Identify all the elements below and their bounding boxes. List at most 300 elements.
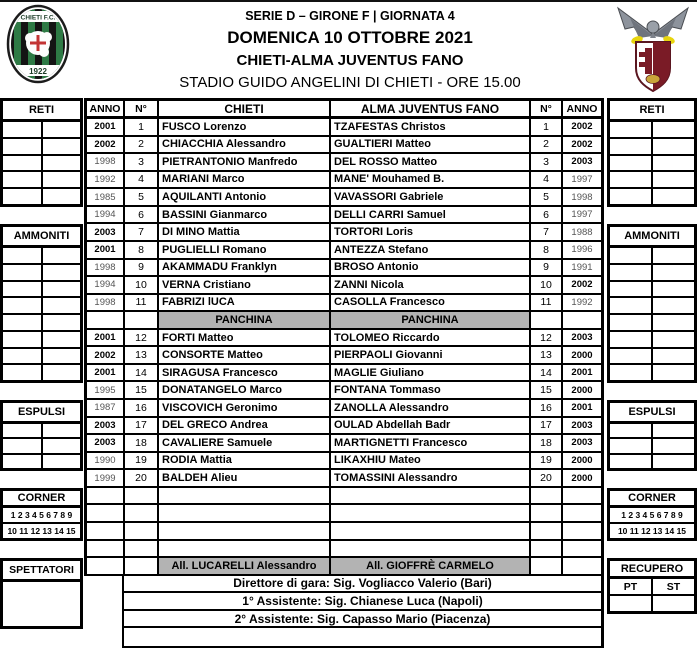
score-cell-row [3, 349, 80, 366]
pt-value-cell [610, 596, 653, 611]
empty-score-cell [653, 315, 694, 330]
empty-score-cell [610, 315, 653, 330]
empty-score-cell [610, 282, 653, 297]
score-cell-row [610, 282, 694, 299]
svg-text:1922: 1922 [29, 67, 47, 76]
empty-score-cell [610, 439, 653, 452]
recupero-label: RECUPERO [610, 561, 694, 579]
empty-score-cell [653, 156, 694, 171]
away-num-cell: 9 [531, 260, 563, 276]
empty-score-cell [653, 439, 694, 452]
home-player-cell: DONATANGELO Marco [159, 382, 331, 398]
empty-cell [331, 505, 531, 521]
away-player-cell: MANE' Mouhamed B. [331, 172, 531, 188]
empty-score-cell [610, 139, 653, 154]
empty-score-cell [610, 172, 653, 187]
home-player-cell: DEL GRECO Andrea [159, 418, 331, 434]
spettatori-block [0, 558, 83, 629]
left-corner-label: CORNER [3, 491, 80, 508]
home-anno-cell: 1998 [87, 260, 125, 276]
home-player-cell: VISCOVICH Geronimo [159, 400, 331, 416]
player-row [84, 418, 604, 436]
stadium-line: STADIO GUIDO ANGELINI DI CHIETI - ORE 15.00 [179, 74, 521, 91]
right-corner-label: CORNER [610, 491, 694, 508]
away-player-cell: DELLI CARRI Samuel [331, 207, 531, 223]
home-player-cell: PIETRANTONIO Manfredo [159, 154, 331, 170]
away-anno-cell: 2003 [571, 437, 593, 449]
away-num-cell: 5 [531, 189, 563, 205]
empty-score-cell [610, 122, 653, 137]
away-player-cell: CASOLLA Francesco [331, 295, 531, 311]
home-num-cell: 1 [125, 119, 159, 135]
away-player-cell: TOLOMEO Riccardo [331, 330, 531, 346]
home-anno-cell: 1987 [87, 400, 125, 416]
score-cell-row [3, 248, 80, 265]
home-num-cell: 5 [125, 189, 159, 205]
empty-score-cell [3, 332, 43, 347]
empty-score-cell [653, 122, 694, 137]
home-player-cell: SIRAGUSA Francesco [159, 365, 331, 381]
recupero-value-row [610, 596, 694, 611]
empty-cell [531, 523, 563, 539]
away-num-cell: 12 [531, 330, 563, 346]
home-anno-cell: 1999 [87, 470, 125, 486]
empty-score-cell [43, 282, 81, 297]
top-border-line [0, 0, 697, 2]
player-row [84, 347, 604, 365]
away-num-cell: 8 [531, 242, 563, 258]
st-value-cell [653, 596, 694, 611]
away-num-cell: 3 [531, 154, 563, 170]
empty-cell [331, 488, 531, 504]
empty-score-cell [3, 455, 43, 468]
svg-text:CHIETI F.C.: CHIETI F.C. [20, 14, 56, 22]
home-anno-cell: 2002 [87, 137, 125, 153]
home-player-cell: FUSCO Lorenzo [159, 119, 331, 135]
empty-score-cell [653, 332, 694, 347]
home-player-cell: RODIA Mattia [159, 453, 331, 469]
left-ammoniti-block [0, 224, 83, 383]
home-anno-cell: 2001 [87, 242, 125, 258]
score-cell-row [610, 189, 694, 204]
away-anno-cell: 2001 [571, 402, 593, 414]
empty-cell [87, 488, 125, 504]
player-row [84, 365, 604, 383]
referee-row-text: Direttore di gara: Sig. Vogliacco Valerio (Bari) [122, 576, 604, 594]
home-num-cell: 20 [125, 470, 159, 486]
empty-cell [87, 505, 125, 521]
empty-score-cell [3, 424, 43, 437]
spettatori-box [3, 582, 80, 626]
away-anno-cell: 2002 [571, 121, 593, 133]
empty-row [84, 505, 604, 523]
home-player-cell: CAVALIERE Samuele [159, 435, 331, 451]
score-cell-row [3, 424, 80, 439]
score-cell-row [3, 455, 80, 468]
empty-score-cell [43, 332, 81, 347]
left-espulsi-label: ESPULSI [3, 403, 80, 424]
empty-score-cell [43, 424, 81, 437]
home-anno-cell: 1992 [87, 172, 125, 188]
spettatori-label: SPETTATORI [3, 561, 80, 582]
empty-score-cell [3, 282, 43, 297]
away-anno-cell [563, 312, 601, 328]
home-anno-cell: 2001 [87, 119, 125, 135]
home-num-cell: 9 [125, 260, 159, 276]
score-cell-row [3, 189, 80, 204]
home-player-cell: BALDEH Alieu [159, 470, 331, 486]
home-num-cell: 13 [125, 347, 159, 363]
score-cell-row [3, 172, 80, 189]
away-anno-cell: 1997 [571, 209, 593, 221]
anno-header: ANNO [566, 102, 598, 115]
empty-score-cell [653, 248, 694, 263]
empty-cell [563, 541, 601, 557]
player-row [84, 470, 604, 488]
home-anno-cell: 1994 [87, 207, 125, 223]
right-corner-block [607, 488, 697, 541]
score-cell-row [3, 282, 80, 299]
score-cell-row [3, 298, 80, 315]
num-header: N° [531, 101, 563, 116]
empty-cell [159, 523, 331, 539]
empty-score-cell [43, 172, 81, 187]
away-player-cell: OULAD Abdellah Badr [331, 418, 531, 434]
assistant2-row [84, 611, 604, 629]
chieti-logo [6, 4, 70, 84]
score-cell-row [610, 315, 694, 332]
home-player-cell: CHIACCHIA Alessandro [159, 137, 331, 153]
right-espulsi-cells [610, 424, 694, 468]
score-cell-row [610, 332, 694, 349]
empty-cell [87, 541, 125, 557]
away-player-cell: GUALTIERI Matteo [331, 137, 531, 153]
away-player-cell: TOMASSINI Alessandro [331, 470, 531, 486]
away-num-cell: 18 [531, 435, 563, 451]
away-num-cell: 4 [531, 172, 563, 188]
home-num-cell [125, 312, 159, 328]
score-cell-row [610, 365, 694, 380]
empty-cell [125, 505, 159, 521]
away-player-cell: MAGLIE Giuliano [331, 365, 531, 381]
away-player-cell: TZAFESTAS Christos [331, 119, 531, 135]
home-player-cell: FORTI Matteo [159, 330, 331, 346]
player-row [84, 189, 604, 207]
empty-score-cell [610, 298, 653, 313]
empty-score-cell [3, 139, 43, 154]
right-espulsi-block [607, 400, 697, 471]
player-row [84, 330, 604, 348]
empty-score-cell [3, 172, 43, 187]
anno-header: ANNO [87, 101, 125, 116]
left-reti-cells [3, 122, 80, 204]
away-num-cell: 6 [531, 207, 563, 223]
player-row [84, 260, 604, 278]
home-num-cell: 16 [125, 400, 159, 416]
home-num-cell: 8 [125, 242, 159, 258]
player-row [84, 435, 604, 453]
empty-cell [159, 488, 331, 504]
home-player-cell: PUGLIELLI Romano [159, 242, 331, 258]
home-anno-cell: 2003 [87, 435, 125, 451]
empty-score-cell [610, 332, 653, 347]
empty-cell [531, 541, 563, 557]
empty-score-cell [3, 122, 43, 137]
empty-score-cell [610, 424, 653, 437]
score-cell-row [3, 265, 80, 282]
empty-score-cell [610, 265, 653, 280]
home-panchina-label: PANCHINA [159, 312, 331, 328]
right-corner-tally-2: 10 11 12 13 14 15 [617, 526, 687, 536]
empty-cell [125, 523, 159, 539]
empty-cell [159, 541, 331, 557]
assistant1-row [84, 593, 604, 611]
left-espulsi-block [0, 400, 83, 471]
home-player-cell: CONSORTE Matteo [159, 347, 331, 363]
away-player-cell: FONTANA Tommaso [331, 382, 531, 398]
away-player-cell: MARTIGNETTI Francesco [331, 435, 531, 451]
empty-score-cell [3, 189, 43, 204]
score-cell-row [3, 365, 80, 380]
empty-cell [125, 488, 159, 504]
away-player-cell: ZANNI Nicola [331, 277, 531, 293]
left-reti-label: RETI [3, 101, 80, 122]
home-num-cell: 19 [125, 453, 159, 469]
bottom-empty-row [84, 628, 604, 648]
home-player-cell: DI MINO Mattia [159, 224, 331, 240]
empty-score-cell [3, 156, 43, 171]
home-anno-cell [87, 312, 125, 328]
empty-score-cell [3, 265, 43, 280]
home-num-cell: 18 [125, 435, 159, 451]
left-espulsi-cells [3, 424, 80, 468]
score-cell-row [3, 439, 80, 454]
away-num-cell: 16 [531, 400, 563, 416]
away-player-cell: TORTORI Loris [331, 224, 531, 240]
player-row [84, 295, 604, 313]
score-cell-row [610, 455, 694, 468]
recupero-header-row [610, 579, 694, 596]
home-player-cell: MARIANI Marco [159, 172, 331, 188]
away-anno-cell: 2002 [571, 138, 593, 150]
home-coach-cell: All. LUCARELLI Alessandro [159, 558, 331, 574]
empty-score-cell [43, 315, 81, 330]
player-row [84, 224, 604, 242]
empty-row [84, 541, 604, 559]
empty-cell [159, 505, 331, 521]
left-corner-block [0, 488, 83, 541]
empty-score-cell [653, 139, 694, 154]
home-player-cell: AQUILANTI Antonio [159, 189, 331, 205]
away-anno-cell: 2003 [571, 156, 593, 168]
right-espulsi-label: ESPULSI [610, 403, 694, 424]
assistant1-row-text: 1° Assistente: Sig. Chianese Luca (Napoli) [122, 593, 604, 611]
player-row [84, 400, 604, 418]
away-num-cell: 10 [531, 277, 563, 293]
home-num-cell: 15 [125, 382, 159, 398]
right-corner-tally-1: 1 2 3 4 5 6 7 8 9 [610, 508, 694, 524]
home-player-cell: VERNA Cristiano [159, 277, 331, 293]
home-anno-cell: 1998 [87, 154, 125, 170]
away-player-cell: PIERPAOLI Giovanni [331, 347, 531, 363]
away-num-cell: 13 [531, 347, 563, 363]
home-anno-cell: 2002 [87, 347, 125, 363]
home-player-cell: AKAMMADU Franklyn [159, 260, 331, 276]
away-anno-cell: 1988 [571, 226, 593, 238]
left-corner-tally-2: 10 11 12 13 14 15 [7, 526, 76, 536]
right-ammoniti-cells [610, 248, 694, 380]
away-anno-cell: 2000 [571, 454, 593, 466]
away-num-cell [531, 558, 563, 574]
score-cell-row [3, 139, 80, 156]
coach-row [84, 558, 604, 576]
empty-cell [331, 541, 531, 557]
player-row [84, 137, 604, 155]
empty-score-cell [610, 455, 653, 468]
home-anno-cell [87, 558, 125, 574]
empty-row [84, 488, 604, 506]
away-num-cell: 7 [531, 224, 563, 240]
home-anno-cell: 2001 [87, 365, 125, 381]
left-corner-tally-1: 1 2 3 4 5 6 7 8 9 [3, 508, 80, 524]
empty-score-cell [43, 298, 81, 313]
away-anno-cell: 2000 [571, 384, 593, 396]
away-num-cell: 17 [531, 418, 563, 434]
empty-score-cell [43, 349, 81, 364]
home-num-cell [125, 558, 159, 574]
away-player-cell: ANTEZZA Stefano [331, 242, 531, 258]
score-cell-row [610, 156, 694, 173]
right-ammoniti-label: AMMONITI [610, 227, 694, 248]
empty-cell [563, 523, 601, 539]
empty-score-cell [43, 189, 81, 204]
away-anno-cell: 2003 [571, 332, 593, 344]
left-ammoniti-cells [3, 248, 80, 380]
away-anno-cell: 1996 [571, 244, 593, 256]
away-coach-cell: All. GIOFFRÈ CARMELO [331, 558, 531, 574]
empty-cell [531, 505, 563, 521]
home-num-cell: 14 [125, 365, 159, 381]
away-panchina-label: PANCHINA [331, 312, 531, 328]
table-header-row [84, 98, 604, 119]
fano-logo [612, 2, 694, 96]
player-row [84, 154, 604, 172]
home-anno-cell: 2001 [87, 330, 125, 346]
empty-score-cell [43, 455, 81, 468]
empty-score-cell [610, 365, 653, 380]
empty-row [84, 523, 604, 541]
empty-score-cell [653, 172, 694, 187]
score-cell-row [3, 315, 80, 332]
empty-score-cell [653, 455, 694, 468]
away-anno-cell: 2000 [571, 349, 593, 361]
away-anno-cell: 1991 [571, 261, 593, 273]
left-reti-block [0, 98, 83, 207]
away-anno-cell: 1997 [571, 173, 593, 185]
right-ammoniti-block [607, 224, 697, 383]
date-line: DOMENICA 10 OTTOBRE 2021 [227, 28, 473, 47]
chieti-crest-icon [6, 4, 70, 84]
empty-score-cell [653, 365, 694, 380]
lineups-table [84, 98, 604, 649]
away-num-cell [531, 312, 563, 328]
empty-score-cell [653, 298, 694, 313]
right-reti-block [607, 98, 697, 207]
home-num-cell: 4 [125, 172, 159, 188]
empty-score-cell [653, 424, 694, 437]
empty-score-cell [610, 156, 653, 171]
away-anno-cell: 2002 [571, 279, 593, 291]
fano-crest-icon [612, 2, 694, 96]
recupero-block [607, 558, 697, 614]
empty-score-cell [610, 349, 653, 364]
away-player-cell: VAVASSORI Gabriele [331, 189, 531, 205]
empty-cell [531, 488, 563, 504]
score-cell-row [610, 424, 694, 439]
score-cell-row [3, 332, 80, 349]
home-num-cell: 11 [125, 295, 159, 311]
player-row [84, 119, 604, 137]
home-player-cell: FABRIZI lUCA [159, 295, 331, 311]
away-player-cell: BROSO Antonio [331, 260, 531, 276]
home-num-cell: 17 [125, 418, 159, 434]
home-anno-cell: 1990 [87, 453, 125, 469]
empty-score-cell [653, 265, 694, 280]
away-num-cell: 14 [531, 365, 563, 381]
home-anno-cell: 1998 [87, 295, 125, 311]
player-row [84, 453, 604, 471]
home-num-cell: 2 [125, 137, 159, 153]
right-reti-label: RETI [610, 101, 694, 122]
player-row [84, 382, 604, 400]
home-anno-cell: 1985 [87, 189, 125, 205]
home-player-cell: BASSINI Gianmarco [159, 207, 331, 223]
away-anno-cell: 1998 [571, 191, 593, 203]
empty-score-cell [43, 439, 81, 452]
assistant2-row-text: 2° Assistente: Sig. Capasso Mario (Piacenza) [122, 611, 604, 629]
empty-cell [87, 523, 125, 539]
left-ammoniti-label: AMMONITI [3, 227, 80, 248]
player-row [84, 207, 604, 225]
player-row [84, 172, 604, 190]
right-reti-cells [610, 122, 694, 204]
empty-score-cell [43, 122, 81, 137]
away-num-cell: 2 [531, 137, 563, 153]
bottom-empty-cell [122, 628, 604, 648]
empty-cell [125, 541, 159, 557]
away-num-cell: 20 [531, 470, 563, 486]
away-player-cell: LIKAXHIU Mateo [331, 453, 531, 469]
empty-score-cell [3, 315, 43, 330]
empty-cell [563, 488, 601, 504]
score-cell-row [610, 248, 694, 265]
empty-score-cell [3, 248, 43, 263]
score-cell-row [3, 156, 80, 173]
empty-score-cell [653, 349, 694, 364]
referee-row [84, 576, 604, 594]
empty-score-cell [610, 248, 653, 263]
empty-score-cell [43, 156, 81, 171]
player-row [84, 277, 604, 295]
empty-score-cell [3, 349, 43, 364]
empty-score-cell [3, 298, 43, 313]
score-cell-row [610, 139, 694, 156]
score-cell-row [610, 122, 694, 139]
empty-score-cell [43, 265, 81, 280]
home-num-cell: 6 [125, 207, 159, 223]
score-cell-row [610, 172, 694, 189]
away-anno-cell: 2000 [571, 472, 593, 484]
